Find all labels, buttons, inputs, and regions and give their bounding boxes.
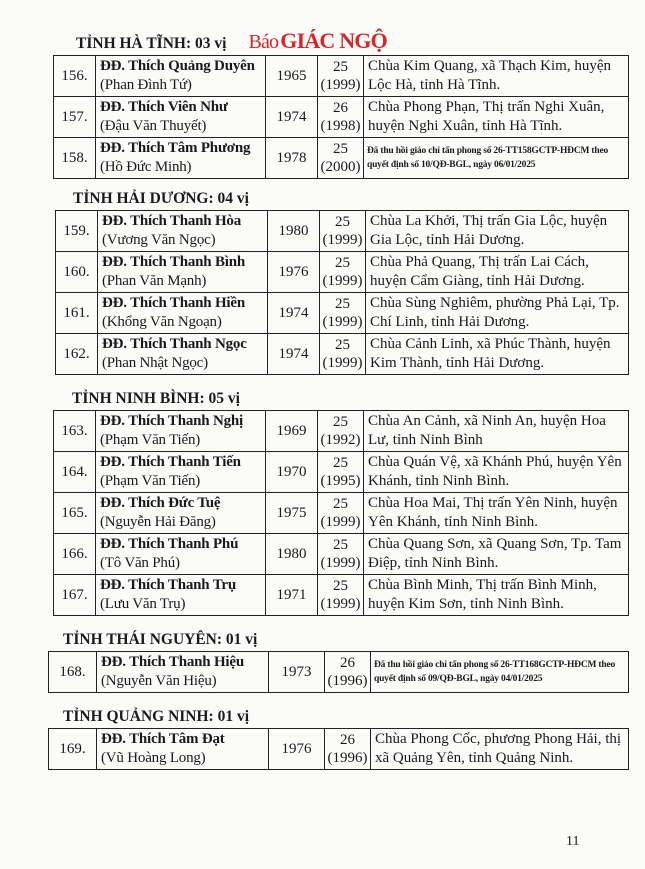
dharma-name: ĐĐ. Thích Tâm Đạt (101, 731, 225, 747)
birth-year: 1973 (269, 652, 325, 693)
temple-address: Chùa Hoa Mai, Thị trấn Yên Ninh, huyện Yên Khánh, tỉnh Ninh Bình. (364, 493, 629, 534)
row-number: 157. (54, 97, 96, 138)
ordination-age (320, 293, 366, 334)
row-number: 159. (56, 211, 98, 252)
age-value: 25 (335, 337, 350, 353)
row-number: 168. (49, 652, 97, 693)
table-row (56, 252, 629, 293)
row-number: 167. (54, 575, 96, 616)
lay-name: (Phạm Văn Tiến) (100, 432, 201, 448)
dharma-name: ĐĐ. Thích Đức Tuệ (100, 495, 221, 511)
monk-table (53, 410, 629, 616)
row-number: 164. (54, 452, 96, 493)
row-number: 162. (56, 334, 98, 375)
name-cell (96, 452, 266, 493)
section-heading: TỈNH NINH BÌNH: 05 vị (72, 390, 240, 407)
dharma-name: ĐĐ. Thích Thanh Bình (102, 254, 246, 270)
name-cell (98, 252, 268, 293)
dharma-name: ĐĐ. Thích Thanh Ngọc (102, 336, 247, 352)
age-year: (2000) (320, 159, 361, 175)
birth-year: 1969 (266, 411, 318, 452)
age-value: 25 (333, 496, 348, 512)
province-section (53, 28, 645, 179)
table-row (54, 534, 629, 575)
row-number: 166. (54, 534, 96, 575)
name-cell (96, 493, 266, 534)
province-section (48, 705, 645, 770)
age-value: 25 (335, 214, 350, 230)
table-row (54, 493, 629, 534)
table-row (54, 452, 629, 493)
lay-name: (Nguyễn Văn Hiệu) (101, 673, 217, 689)
dharma-name: ĐĐ. Thích Thanh Hiền (102, 295, 246, 311)
dharma-name: ĐĐ. Thích Thanh Trụ (100, 577, 236, 593)
name-cell (98, 211, 268, 252)
dharma-name: ĐĐ. Thích Tâm Phương (100, 140, 251, 156)
dharma-name: ĐĐ. Thích Thanh Nghị (100, 413, 244, 429)
birth-year: 1976 (269, 729, 325, 770)
age-value: 25 (333, 537, 348, 553)
birth-year: 1978 (266, 138, 318, 179)
age-year: (1999) (320, 555, 361, 571)
birth-year: 1980 (266, 534, 318, 575)
ordination-age (320, 252, 366, 293)
age-value: 26 (333, 100, 348, 116)
age-year: (1992) (320, 432, 361, 448)
age-value: 25 (335, 255, 350, 271)
table-row (56, 211, 629, 252)
lay-name: (Khổng Văn Ngoạn) (102, 314, 222, 330)
name-cell (96, 534, 266, 575)
ordination-age (318, 56, 364, 97)
age-value: 25 (333, 414, 348, 430)
row-number: 161. (56, 293, 98, 334)
birth-year: 1976 (268, 252, 320, 293)
lay-name: (Lưu Văn Trụ) (100, 596, 186, 612)
age-value: 25 (333, 578, 348, 594)
newspaper-logo (248, 29, 387, 54)
monk-table (53, 55, 629, 179)
ordination-age (318, 575, 364, 616)
temple-address: Chùa Phong Cốc, phương Phong Hải, thị xã Quảng Yên, tỉnh Quảng Ninh. (371, 729, 629, 770)
province-section (53, 387, 645, 616)
lay-name: (Phan Đình Tứ) (100, 77, 192, 93)
ordination-age (325, 729, 371, 770)
ordination-age (325, 652, 371, 693)
table-row (54, 411, 629, 452)
temple-address: Chùa Bình Minh, Thị trấn Bình Minh, huyện Kim Sơn, tỉnh Ninh Bình. (364, 575, 629, 616)
lay-name: (Vũ Hoàng Long) (101, 750, 206, 766)
row-number: 156. (54, 56, 96, 97)
section-header (53, 28, 645, 54)
table-row (54, 56, 629, 97)
lay-name: (Phan Văn Mạnh) (102, 273, 207, 289)
name-cell (96, 97, 266, 138)
name-cell (97, 729, 269, 770)
ordination-age (318, 97, 364, 138)
temple-address: Chùa Phong Phạn, Thị trấn Nghi Xuân, huyện Nghi Xuân, tỉnh Hà Tĩnh. (364, 97, 629, 138)
table-row (49, 652, 629, 693)
birth-year: 1975 (266, 493, 318, 534)
birth-year: 1974 (266, 97, 318, 138)
dharma-name: ĐĐ. Thích Thanh Tiến (100, 454, 241, 470)
birth-year: 1971 (266, 575, 318, 616)
birth-year: 1974 (268, 293, 320, 334)
age-year: (1998) (320, 118, 361, 134)
age-year: (1999) (320, 77, 361, 93)
logo-prefix: Báo (248, 31, 279, 53)
table-row (56, 293, 629, 334)
temple-address: Chùa An Cảnh, xã Ninh An, huyện Hoa Lư, tỉnh Ninh Bình (364, 411, 629, 452)
lay-name: (Đậu Văn Thuyết) (100, 118, 207, 134)
section-heading: TỈNH THÁI NGUYÊN: 01 vị (63, 631, 258, 648)
name-cell (98, 293, 268, 334)
age-value: 25 (333, 455, 348, 471)
section-heading: TỈNH HẢI DƯƠNG: 04 vị (73, 190, 249, 207)
lay-name: (Hồ Đức Minh) (100, 159, 192, 175)
section-heading: TỈNH HÀ TĨNH: 03 vị (76, 35, 227, 52)
dharma-name: ĐĐ. Thích Thanh Phú (100, 536, 239, 552)
age-value: 25 (333, 141, 348, 157)
revocation-note: Đã thu hồi giáo chỉ tấn phong số 26-TT158GCTP-HĐCM theo quyết định số 10/QĐ-BGL, ngày 06/01/2025 (364, 138, 629, 179)
age-year: (1995) (320, 473, 361, 489)
birth-year: 1965 (266, 56, 318, 97)
row-number: 160. (56, 252, 98, 293)
temple-address: Chùa Quang Sơn, xã Quang Sơn, Tp. Tam Điệp, tỉnh Ninh Bình. (364, 534, 629, 575)
lay-name: (Vương Văn Ngọc) (102, 232, 216, 248)
revocation-note: Đã thu hồi giáo chỉ tấn phong số 26-TT168GCTP-HĐCM theo quyết định số 09/QĐ-BGL, ngày 04/01/2025 (371, 652, 629, 693)
monk-table (48, 728, 629, 770)
age-year: (1996) (327, 673, 368, 689)
lay-name: (Nguyễn Hải Đăng) (100, 514, 216, 530)
temple-address: Chùa Kim Quang, xã Thạch Kim, huyện Lộc Hà, tỉnh Hà Tĩnh. (364, 56, 629, 97)
age-year: (1999) (322, 273, 363, 289)
table-row (54, 138, 629, 179)
age-year: (1999) (322, 232, 363, 248)
age-year: (1999) (320, 596, 361, 612)
row-number: 163. (54, 411, 96, 452)
age-year: (1999) (322, 314, 363, 330)
table-row (54, 575, 629, 616)
birth-year: 1970 (266, 452, 318, 493)
dharma-name: ĐĐ. Thích Quảng Duyên (100, 58, 255, 74)
temple-address: Chùa Sùng Nghiêm, phường Phả Lại, Tp. Chí Linh, tỉnh Hải Dương. (366, 293, 629, 334)
birth-year: 1974 (268, 334, 320, 375)
age-value: 26 (340, 732, 355, 748)
name-cell (98, 334, 268, 375)
dharma-name: ĐĐ. Thích Viên Như (100, 99, 228, 115)
temple-address: Chùa Phả Quang, Thị trấn Lai Cách, huyện Cẩm Giàng, tỉnh Hải Dương. (366, 252, 629, 293)
row-number: 165. (54, 493, 96, 534)
name-cell (97, 652, 269, 693)
name-cell (96, 411, 266, 452)
lay-name: (Phạm Văn Tiến) (100, 473, 201, 489)
ordination-age (318, 534, 364, 575)
province-section (55, 187, 645, 375)
ordination-age (318, 138, 364, 179)
age-year: (1999) (322, 355, 363, 371)
dharma-name: ĐĐ. Thích Thanh Hiệu (101, 654, 245, 670)
lay-name: (Tô Văn Phú) (100, 555, 180, 571)
name-cell (96, 56, 266, 97)
age-year: (1999) (320, 514, 361, 530)
ordination-age (318, 452, 364, 493)
birth-year: 1980 (268, 211, 320, 252)
dharma-name: ĐĐ. Thích Thanh Hòa (102, 213, 242, 229)
section-heading: TỈNH QUẢNG NINH: 01 vị (63, 708, 250, 725)
row-number: 169. (49, 729, 97, 770)
ordination-age (318, 411, 364, 452)
age-value: 25 (335, 296, 350, 312)
age-value: 26 (340, 655, 355, 671)
row-number: 158. (54, 138, 96, 179)
ordination-age (320, 211, 366, 252)
table-row (49, 729, 629, 770)
table-row (54, 97, 629, 138)
monk-table (48, 651, 629, 693)
temple-address: Chùa Quán Vệ, xã Khánh Phú, huyện Yên Khánh, tỉnh Ninh Bình. (364, 452, 629, 493)
table-row (56, 334, 629, 375)
logo-name: GIÁC NGỘ (280, 28, 387, 53)
age-year: (1996) (327, 750, 368, 766)
name-cell (96, 575, 266, 616)
ordination-age (320, 334, 366, 375)
page-number: 11 (566, 834, 580, 849)
ordination-age (318, 493, 364, 534)
age-value: 25 (333, 59, 348, 75)
province-section (48, 628, 645, 693)
temple-address: Chùa La Khởi, Thị trấn Gia Lộc, huyện Gia Lộc, tỉnh Hải Dương. (366, 211, 629, 252)
monk-table (55, 210, 629, 375)
lay-name: (Phan Nhật Ngọc) (102, 355, 208, 371)
name-cell (96, 138, 266, 179)
temple-address: Chùa Cảnh Linh, xã Phúc Thành, huyện Kim Thành, tỉnh Hải Dương. (366, 334, 629, 375)
